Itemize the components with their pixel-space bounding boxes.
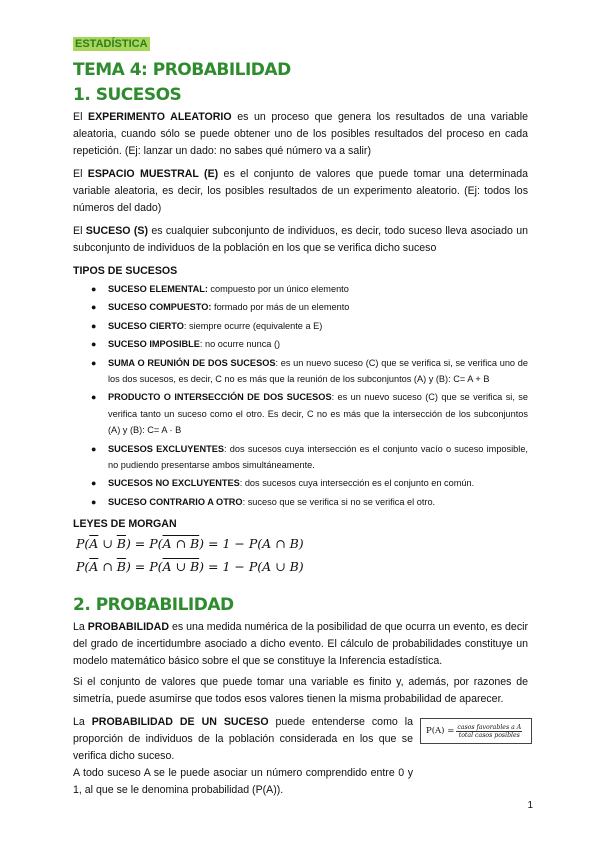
section2-title: 2. PROBABILIDAD (73, 595, 234, 616)
paragraph-simetria: Si el conjunto de valores que puede tomar una variable es finito y, además, por razones de simetría, puede asumirse que todos esos valores tienen la misma probabilidad de aparecer. (73, 676, 528, 706)
list-item: ● SUCESOS EXCLUYENTES: dos sucesos cuya intersección es el conjunto vacío o suceso imposible, no pudiendo presentarse ambos simultáneamente. (91, 443, 528, 471)
section1-title: 1. SUCESOS (73, 85, 182, 105)
list-item: ● SUCESO IMPOSIBLE: no ocurre nunca () (91, 339, 281, 350)
paragraph-espacio-muestral: El ESPACIO MUESTRAL (E) es el conjunto de valores que puede tomar una determinada variable aleatoria, es decir, los posibles resultados de un experimento aleatorio. (Ej: todos los números del dado) (73, 168, 528, 214)
section-tag: ESTADÍSTICA (75, 38, 148, 50)
probability-block (73, 714, 528, 799)
list-item: ● SUCESO CONTRARIO A OTRO: suceso que se verifica si no se verifica el otro. (91, 496, 436, 507)
morgan-heading: LEYES DE MORGAN (73, 518, 177, 531)
probability-formula-box (420, 718, 532, 744)
paragraph-experimento: El EXPERIMENTO ALEATORIO es un proceso que genera los resultados de una variable aleatoria, cuando sólo se puede obtener uno de los posibles resultados del proceso en cada repetición. (Ej: lanzar un dado: no sabes qué número va a salir) (73, 111, 528, 157)
list-item: ● SUCESO COMPUESTO: formado por más de un elemento (91, 302, 350, 313)
morgan-law-2: $P(\overline{A}$ ∩ $\overline{B}) = P(A$ ∪ B) = 1 − P(A ∪ B) (76, 559, 304, 575)
list-item: ● SUMA O REUNIÓN DE DOS SUCESOS: es un nuevo suceso (C) que se verifica si, se verifica uno de los dos sucesos, es decir, C no es más que la reunión de los subconjuntos (A) y (B): C= A + B (91, 357, 528, 385)
formula-fraction: $\frac{\text{casos favorables a A}}{\text{total casos posibles}}$ (457, 723, 522, 739)
paragraph-probabilidad: La PROBABILIDAD es una medida numérica de la posibilidad de que ocurra un evento, es decir del grado de incertidumbre asociado a dicho evento. El cálculo de probabilidades constituye un modelo matemático básico sobre el que se constituye la Inferencia estadística. (73, 621, 528, 668)
morgan-formulas (76, 532, 528, 578)
list-item: ● PRODUCTO O INTERSECCIÓN DE DOS SUCESOS: es un nuevo suceso (C) que se verifica si, se verifica tanto un suceso como el otro. Es decir, C no es más que la intersección de los subconjuntos (A) y (B): C= A · B (91, 392, 528, 436)
types-heading: TIPOS DE SUCESOS (73, 265, 178, 277)
page-number: 1 (527, 800, 533, 811)
morgan-law-1: $P(\overline{A}$ ∪ $\overline{B}) = P(A$ ∩ B) = 1 − P(A ∩ B) (76, 536, 304, 552)
document-page (73, 34, 528, 799)
list-item: ● SUCESOS NO EXCLUYENTES: dos sucesos cuya intersección es el conjunto en común. (91, 478, 475, 489)
paragraph-prob-range: A todo suceso A se le puede asociar un número comprendido entre 0 y 1, al que se le denomina probabilidad (P(A)). (73, 767, 413, 797)
types-list (73, 281, 528, 510)
list-item: ● SUCESO CIERTO: siempre ocurre (equivalente a E) (91, 320, 323, 331)
paragraph-prob-suceso: La PROBABILIDAD DE UN SUCESO puede entenderse como la proporción de individuos de la población considerada en los que se verifica dicho suceso. (73, 716, 413, 763)
topic-title: TEMA 4: PROBABILIDAD (73, 60, 291, 80)
formula-lhs: P(A) = (426, 726, 455, 737)
list-item: ● SUCESO ELEMENTAL: compuesto por un único elemento (91, 284, 349, 294)
paragraph-suceso: El SUCESO (S) es cualquier subconjunto de individuos, es decir, todo suceso lleva asociado un subconjunto de individuos de la población en los que se verifica dicho suceso (73, 225, 528, 254)
